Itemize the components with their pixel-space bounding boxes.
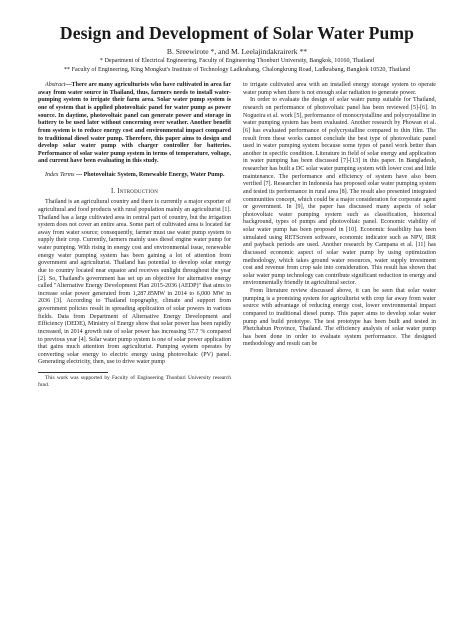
intro-paragraph-continued: to irrigate cultivated area with an installed energy storage system to operate water pump when there is not enough solar radiation to generate power. xyxy=(243,82,436,96)
footnote-divider xyxy=(38,372,108,373)
right-column xyxy=(243,82,436,388)
index-terms-text: Photovoltaic System, Renewable Energy, Water Pump. xyxy=(83,172,225,179)
affiliation-1: * Department of Electrical Engineering, Faculty of Engineering Thonburi University, Bangkok, 10160, Thailand xyxy=(99,58,375,64)
abstract-label: Abstract xyxy=(45,82,66,89)
affiliation-2: ** Faculty of Engineering, King Mongkut's Institute of Technology Ladkrabang, Chalongkrung Road, Ladkrabang, Bangkok 10520, Thailand xyxy=(63,66,411,73)
author-line: B. Sreewirote *, and M. Leelajindakrairerk ** xyxy=(166,47,308,56)
paper-title: Design and Development of Solar Water Pump xyxy=(59,23,415,43)
left-column xyxy=(38,82,231,388)
section-heading-introduction: I. Introduction xyxy=(110,187,159,195)
literature-review-paragraph: In order to evaluate the design of solar water pump suitable for Thailand, research on performance of photovoltaic panel has been reviewed [5]-[6]. In Nogueira et al. work [5], performance of monocrystalline and polycrystalline in water pumping system has been evaluated. Another research by Phowan et al. [6] has evaluated performance of polycrystalline compared to thin film. The result from these works cannot conclude the best type of photovoltaic panel used in water pumping system because some types of panel work better than another in specific condition. Literature in field of solar energy and application in water pumping has been discussed [7]-[13] in this paper. In Bangladesh, researcher has built a DC solar water pumping system with lower cost and little maintenance. The performance and efficiency of system have also been verified [7]. Researcher in Indonesia has proposed solar water pumping system and tested its performance in rural area [8]. The result also presented integrated communities concept, which could be a major consideration for corporate agent or government. In [9], the paper has discussed many aspects of solar photovoltaic water pumping system such as classification, historical background, types of pumps and photovoltaic panel. Economic viability of solar water pump has been proposed in [10]. Economic feasibility has been simulated using RETScreen software, economic indicator such as NPV, IRR and payback periods are used. Another research by Campana et al. [11] has discussed economic aspect of solar water pump by using optimization methodology, which takes ground water resources, water supply investment cost and revenue from crop sale into consideration. This result has shown that solar water pump technology can contribute significant reduction in energy and environmentally friendly in agricultural sector. xyxy=(243,97,436,287)
abstract: Abstract—There are many agriculturists who have cultivated in area far away from water source in Thailand, thus, farmers needs to install water-pumping system to irrigate their farm area. Solar water pump system is one of system that is applied photovoltaic panel for water pump as power source. In daytime, photovoltaic panel can generate power and storage in battery to be used later without concerning over weather. Another benefit from system is to reduce energy cost and environmental impact compared to traditional diesel water pump. Therefore, this paper aims to design and develop solar water pump with charger controller for batteries. Performance of solar water pump system in terms of temperature, voltage, and current have been evaluating in this study. xyxy=(38,82,231,165)
index-terms: Index Terms — Photovoltaic System, Renewable Energy, Water Pump. xyxy=(45,172,225,179)
funding-footnote: This work was supported by Faculty of Engineering Thonburi University research fund. xyxy=(38,375,231,388)
abstract-text: There are many agriculturists who have cultivated in area far away from water source in Thailand, thus, farmers needs to install water-pumping system to irrigate their farm area. Solar water pump system is one of system that is applied photovoltaic panel for water pump as power source. In daytime, photovoltaic panel can generate power and storage in battery to be used later without concerning over weather. Another benefit from system is to reduce energy cost and environmental impact compared to traditional diesel water pump. Therefore, this paper aims to design and develop solar water pump with charger controller for batteries. Performance of solar water pump system in terms of temperature, voltage, and current have been evaluating in this study. xyxy=(38,82,231,165)
objective-paragraph: From literature review discussed above, it can be seen that solar water pumping is a promising system for agriculturist with crop far away from water source with advantage of reducing energy cost, lower environmental impact compared to traditional diesel pump. This paper aims to develop solar water pump and build prototype. The test prototype has been built and tested in Phetchabun Province, Thailand. The efficiency analysis of solar water pump has been done in order to evaluate system performance. The designed methodology and result can be xyxy=(243,288,436,348)
index-terms-label: Index Terms xyxy=(45,172,75,179)
intro-paragraph-1: Thailand is an agricultural country and there is currently a major exporter of agricultural and food products with rural population mainly an agriculturist [1]. Thailand has a large cultivated area in central part of country, but the irrigation system does not cover an entire area. Some part of cultivated area is located far away from water source; consequently, farmer must use water pump system to supply their crop. Currently, farmers mainly uses diesel engine water pump for water pumping. With rising in energy cost and environmental issue, renewable energy water pumping system has been gaining a lot of attention from government and agriculturist. Thailand has potential to develop solar energy due to country located near equator and receives sunlight throughout the year [2]. So, Thailand's government has set up an objective for alternative energy called "Alternative Energy Development Plan 2015-2036 (AEDP)" that aims to increase solar power generated from 1,287.85MW in 2014 to 6,000 MW in 2036 [3]. According to Thailand topography, climate and support from government policies result in spreading application of solar powers in various fields. Data from Department of Alternative Energy Development and Efficiency (DEDE), Ministry of Energy show that solar power has been rapidly increased, in 2014 growth rate of solar power has increasing 57.7 % compared to previous year [4]. Solar water pump system is one of solar power application that gains much attention from agriculturist. Pumping system operates by converting solar energy to electric energy using photovoltaic (PV) panel. Generating electricity, then, use to drive water pump xyxy=(38,199,231,366)
two-column-body xyxy=(38,82,436,388)
